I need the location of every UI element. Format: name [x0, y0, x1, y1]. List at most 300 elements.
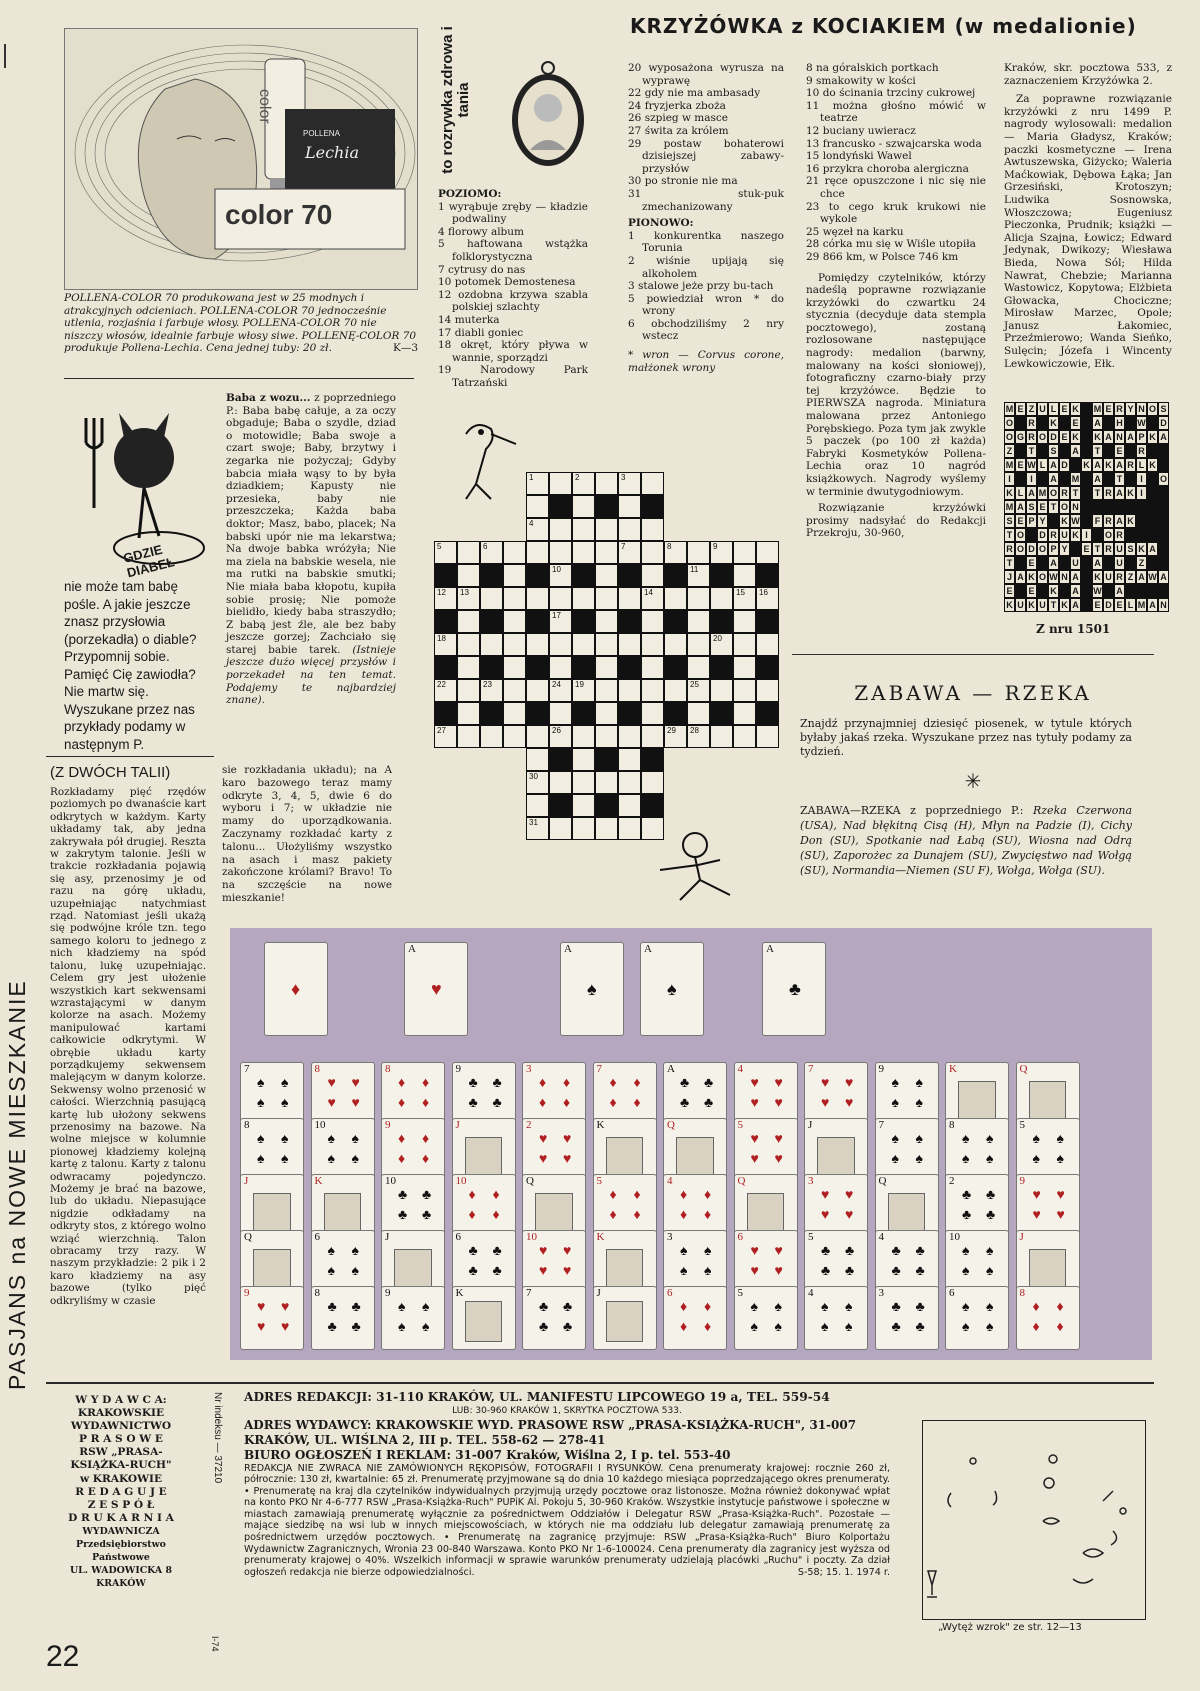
clue-item: 16 przykra choroba alergiczna — [806, 162, 969, 175]
crossword-cell[interactable] — [756, 725, 779, 748]
crossword-cell[interactable] — [503, 679, 526, 702]
crossword-cell[interactable] — [618, 472, 641, 495]
card-suit-icon: ♠ — [327, 1264, 335, 1279]
card-rank: 5 — [737, 1119, 743, 1131]
crossword-cell[interactable] — [595, 472, 618, 495]
clue-item: 10 do ścinania trzciny cukrowej — [806, 87, 976, 100]
crossword-cell[interactable] — [434, 541, 457, 564]
crossword-cell[interactable] — [595, 679, 618, 702]
solution-cell: U — [1103, 570, 1114, 584]
crossword-cell[interactable] — [595, 656, 618, 679]
crossword-cell[interactable] — [549, 748, 572, 771]
crossword-cell[interactable] — [618, 633, 641, 656]
solution-row — [1004, 556, 1170, 570]
solution-cell — [1125, 528, 1136, 542]
crossword-cell[interactable] — [480, 564, 503, 587]
crossword-cell[interactable] — [572, 541, 595, 564]
crossword-cell[interactable] — [526, 725, 549, 748]
solution-cell — [1125, 416, 1136, 430]
crossword-cell[interactable] — [572, 748, 595, 771]
crossword-cell[interactable] — [641, 702, 664, 725]
crossword-cell[interactable] — [687, 564, 710, 587]
solution-cell: Z — [1026, 402, 1037, 416]
solution-cell — [1125, 472, 1136, 486]
crossword-cell[interactable] — [595, 794, 618, 817]
card-suit-icon: ♣ — [563, 1300, 573, 1315]
crossword-cell[interactable] — [641, 564, 664, 587]
card-rank: 8 — [385, 1063, 391, 1075]
baba-end: (Istnieje jeszcze dużo więcej przysłów i porzekadeł na ten temat. Podajemy te najbardziej znane). — [226, 643, 396, 707]
crossword-cell[interactable] — [503, 610, 526, 633]
crossword-cell[interactable] — [664, 702, 687, 725]
crossword-cell[interactable] — [595, 702, 618, 725]
tableau-card[interactable] — [240, 1286, 304, 1350]
pasjans-side-title: PASJANS na NOWE MIESZKANIE — [4, 979, 30, 1390]
ace-card[interactable] — [404, 942, 468, 1036]
crossword-cell[interactable] — [595, 610, 618, 633]
card-suit-icon: ♦ — [1056, 1320, 1064, 1335]
crossword-cell[interactable] — [733, 725, 756, 748]
card-suit-icon: ♦ — [704, 1300, 712, 1315]
crossword-cell[interactable] — [733, 679, 756, 702]
crossword-cell[interactable] — [549, 794, 572, 817]
tableau-card[interactable] — [311, 1286, 375, 1350]
crossword-cell[interactable] — [572, 633, 595, 656]
crossword-cell[interactable] — [457, 656, 480, 679]
crossword-cell[interactable] — [434, 725, 457, 748]
solution-row — [1004, 486, 1170, 500]
crossword-cell[interactable] — [572, 610, 595, 633]
crossword-cell[interactable] — [457, 633, 480, 656]
card-suit-icon: ♠ — [821, 1300, 829, 1315]
crossword-cell[interactable] — [549, 656, 572, 679]
card-rank: 9 — [455, 1063, 461, 1075]
crossword-cell[interactable] — [664, 633, 687, 656]
crossword-cell[interactable] — [526, 817, 549, 840]
crossword-cell[interactable] — [572, 725, 595, 748]
crossword-number: 7 — [621, 542, 626, 551]
card-suit-icon: ♣ — [327, 1300, 337, 1315]
crossword-cell[interactable] — [480, 587, 503, 610]
tableau-card[interactable] — [804, 1286, 868, 1350]
crossword-cell[interactable] — [572, 771, 595, 794]
clue-item: 22 gdy nie ma ambasady — [628, 87, 761, 100]
crossword-cell[interactable] — [480, 725, 503, 748]
clue-item: 24 fryzjerka zboża — [628, 99, 726, 112]
ace-card[interactable] — [560, 942, 624, 1036]
crossword-cell[interactable] — [710, 725, 733, 748]
crossword-cell[interactable] — [526, 564, 549, 587]
solution-cell: K — [1070, 528, 1081, 542]
crossword-cell[interactable] — [549, 679, 572, 702]
crossword-cell[interactable] — [595, 495, 618, 518]
tableau-card[interactable] — [522, 1286, 586, 1350]
solution-cell: D — [1059, 458, 1070, 472]
crossword-cell[interactable] — [526, 679, 549, 702]
crossword-cell[interactable] — [687, 656, 710, 679]
crossword-cell[interactable] — [572, 518, 595, 541]
crossword-cell[interactable] — [733, 541, 756, 564]
solution-cell: U — [1114, 542, 1125, 556]
solution-cell — [1103, 472, 1114, 486]
crossword-cell[interactable] — [756, 702, 779, 725]
card-suit-icon: ♥ — [563, 1132, 572, 1147]
crossword-cell[interactable] — [526, 702, 549, 725]
card-rank: K — [455, 1287, 464, 1299]
solution-cell: Y — [1037, 514, 1048, 528]
crossword-cell[interactable] — [618, 748, 641, 771]
crossword-cell[interactable] — [618, 495, 641, 518]
crossword-cell[interactable] — [710, 610, 733, 633]
crossword-cell[interactable] — [756, 564, 779, 587]
crossword-cell[interactable] — [710, 541, 733, 564]
clue-item: 29 postaw bohaterowi dzisiejszej zabawy-przysłów — [628, 137, 784, 175]
crossword-cell[interactable] — [549, 518, 572, 541]
crossword-cell[interactable] — [641, 518, 664, 541]
crossword-cell[interactable] — [434, 564, 457, 587]
card-rank: 10 — [455, 1175, 467, 1187]
crossword-cell[interactable] — [687, 633, 710, 656]
crossword-cell[interactable] — [526, 587, 549, 610]
solution-cell — [1125, 556, 1136, 570]
card-suit-icon: ♦ — [609, 1188, 617, 1203]
solution-cell: M — [1093, 404, 1102, 414]
solution-cell — [1015, 472, 1026, 486]
crossword-cell[interactable] — [572, 495, 595, 518]
crossword-cell[interactable] — [526, 472, 549, 495]
crossword-cell[interactable] — [710, 564, 733, 587]
crossword-cell[interactable] — [457, 702, 480, 725]
crossword-cell[interactable] — [595, 541, 618, 564]
crossword-cell[interactable] — [457, 587, 480, 610]
crossword-cell[interactable] — [733, 610, 756, 633]
crossword-cell[interactable] — [457, 541, 480, 564]
crossword-cell[interactable] — [664, 587, 687, 610]
card-suit-icon: ♥ — [1032, 1208, 1041, 1223]
crossword-cell[interactable] — [687, 725, 710, 748]
crossword-cell[interactable] — [595, 633, 618, 656]
solution-cell: K — [1048, 584, 1059, 598]
crossword-cell[interactable] — [664, 610, 687, 633]
crossword-cell[interactable] — [618, 794, 641, 817]
crossword-cell[interactable] — [457, 610, 480, 633]
solution-cell — [1136, 528, 1147, 542]
tableau-card[interactable] — [1016, 1286, 1080, 1350]
crossword-cell[interactable] — [756, 679, 779, 702]
crossword-cell[interactable] — [503, 656, 526, 679]
crossword-cell[interactable] — [641, 587, 664, 610]
crossword-cell[interactable] — [503, 725, 526, 748]
crossword-cell[interactable] — [480, 679, 503, 702]
crossword-cell[interactable] — [618, 656, 641, 679]
solution-cell — [1081, 556, 1092, 570]
crossword-cell[interactable] — [756, 541, 779, 564]
crossword-cell[interactable] — [641, 679, 664, 702]
card-suit-icon: ♦ — [398, 1132, 406, 1147]
solution-cell: K — [1004, 598, 1015, 612]
solution-cell — [1081, 472, 1092, 486]
solution-cell: A — [1114, 486, 1125, 500]
ace-card[interactable] — [640, 942, 704, 1036]
crossword-cell[interactable] — [687, 587, 710, 610]
crossword-cell[interactable] — [710, 587, 733, 610]
card-suit-icon: ♠ — [891, 1096, 899, 1111]
crossword-cell[interactable] — [503, 633, 526, 656]
crossword-cell[interactable] — [434, 656, 457, 679]
card-suit-icon: ♠ — [704, 1264, 712, 1279]
crossword-cell[interactable] — [618, 541, 641, 564]
crossword-cell[interactable] — [549, 472, 572, 495]
crossword-cell[interactable] — [618, 518, 641, 541]
crossword-cell[interactable] — [618, 564, 641, 587]
card-suit-icon: ♠ — [915, 1152, 923, 1167]
crossword-cell[interactable] — [756, 656, 779, 679]
crossword-cell[interactable] — [572, 702, 595, 725]
crossword-cell[interactable] — [526, 771, 549, 794]
crossword-cell[interactable] — [687, 679, 710, 702]
crossword-cell[interactable] — [641, 656, 664, 679]
crossword-cell[interactable] — [756, 633, 779, 656]
tableau-card[interactable] — [663, 1286, 727, 1350]
crossword-cell[interactable] — [641, 495, 664, 518]
crossword-cell[interactable] — [503, 564, 526, 587]
card-rank: 7 — [244, 1063, 250, 1075]
solution-cell: O — [1005, 432, 1013, 442]
crossword-cell[interactable] — [595, 817, 618, 840]
tableau-card[interactable] — [875, 1286, 939, 1350]
crossword-cell[interactable] — [549, 725, 572, 748]
clue-item: 17 diabli goniec — [438, 326, 524, 339]
pionowo-title: PIONOWO: — [628, 217, 694, 230]
crossword-cell[interactable] — [549, 817, 572, 840]
crossword-cell[interactable] — [618, 725, 641, 748]
crossword-cell[interactable] — [572, 817, 595, 840]
ace-card[interactable] — [264, 942, 328, 1036]
clue-item: 2 wiśnie upijają się alkoholem — [628, 254, 784, 280]
crossword-cell[interactable] — [457, 679, 480, 702]
crossword-cell[interactable] — [480, 610, 503, 633]
crossword-cell[interactable] — [526, 633, 549, 656]
card-rank: J — [385, 1231, 390, 1243]
send-text: Rozwiązanie krzyżówki prosimy nadsyłać do Redakcji Przekroju, 30-960, — [806, 502, 986, 540]
prizes-text: Pomiędzy czytelników, którzy nadeślą poprawne rozwiązanie krzyżówki do czwartku 24 stycznia (decyduje data stempla pocztowego), zostaną rozlosowane następujące nagrody: medalion (barwny, malowany na kości słoniowej), fotograficzny czarno-biały przy tej krzyżówce. Będzie to PIERWSZA nagroda. Miniatura malowana przez Antoniego Porębskiego. Poza tym jak zwykle 5 paczek (po 100 zł każda) Fabryki Kosmetyków Pollena-Lechia oraz 10 nagród książkowych. Nagrody wyślemy w terminie dwutygodniowym. — [806, 271, 986, 498]
tableau-card[interactable] — [593, 1286, 657, 1350]
solution-cell — [1059, 416, 1070, 430]
crossword-cell[interactable] — [503, 541, 526, 564]
card-rank: 5 — [737, 1287, 743, 1299]
card-rank: 7 — [808, 1063, 814, 1075]
crossword-cell[interactable] — [733, 587, 756, 610]
solution-cell: R — [1103, 486, 1114, 500]
solution-cell: E — [1026, 584, 1037, 598]
solution-cell — [1158, 556, 1169, 570]
crossword-cell[interactable] — [595, 564, 618, 587]
card-suit-icon: ♠ — [986, 1132, 994, 1147]
card-suit-icon: ♦ — [609, 1208, 617, 1223]
crossword-cell[interactable] — [434, 679, 457, 702]
crossword-cell[interactable] — [434, 633, 457, 656]
zabawa-star: ✳ — [964, 769, 982, 793]
crossword-cell[interactable] — [595, 771, 618, 794]
clue-item: 20 wyposażona wyrusza na wyprawę — [628, 62, 784, 87]
card-rank: 7 — [526, 1287, 532, 1299]
crossword-cell[interactable] — [664, 679, 687, 702]
crossword-cell[interactable] — [572, 472, 595, 495]
zabawa-intro: Znajdź przynajmniej dziesięć piosenek, w tytule których byłaby jakaś rzeka. Wyszukane przez nas tytuły podamy za tydzień. — [800, 717, 1132, 758]
crossword-cell[interactable] — [641, 633, 664, 656]
crossword-cell[interactable] — [664, 725, 687, 748]
crossword-cell[interactable] — [618, 702, 641, 725]
crossword-cell[interactable] — [549, 587, 572, 610]
crossword-cell[interactable] — [434, 610, 457, 633]
crossword-cell[interactable] — [641, 725, 664, 748]
crossword-cell[interactable] — [595, 725, 618, 748]
crossword-cell[interactable] — [549, 495, 572, 518]
crossword-cell[interactable] — [549, 633, 572, 656]
solution-cell: E — [1070, 416, 1081, 430]
crossword-cell[interactable] — [526, 541, 549, 564]
tableau-card[interactable] — [452, 1286, 516, 1350]
baba-text — [226, 392, 396, 707]
crossword-number: 18 — [437, 634, 446, 643]
crossword-cell[interactable] — [664, 541, 687, 564]
crossword-cell[interactable] — [641, 541, 664, 564]
tableau-card[interactable] — [381, 1286, 445, 1350]
crossword-cell[interactable] — [595, 518, 618, 541]
crossword-cell[interactable] — [434, 587, 457, 610]
crossword-cell[interactable] — [618, 817, 641, 840]
tableau-card[interactable] — [734, 1286, 798, 1350]
solution-cell: G — [1016, 432, 1024, 442]
medallion-image — [508, 60, 588, 170]
tableau-card[interactable] — [945, 1286, 1009, 1350]
card-suit-icon: ♠ — [915, 1076, 923, 1091]
crossword-cell[interactable] — [549, 771, 572, 794]
solution-cell — [1147, 444, 1158, 458]
order-code: S-58; 15. 1. 1974 r. — [797, 1567, 890, 1579]
crossword-cell[interactable] — [733, 702, 756, 725]
solution-row — [1004, 598, 1170, 612]
crossword-cell[interactable] — [710, 656, 733, 679]
card-rank: 6 — [314, 1231, 320, 1243]
crossword-cell[interactable] — [664, 564, 687, 587]
crossword-cell[interactable] — [595, 587, 618, 610]
card-rank: 10 — [526, 1231, 537, 1243]
crossword-cell[interactable] — [641, 748, 664, 771]
solution-cell: R — [1136, 444, 1147, 458]
crossword-cell[interactable] — [526, 518, 549, 541]
card-suit-icon: ♦ — [680, 1188, 688, 1203]
crossword-cell[interactable] — [641, 472, 664, 495]
card-suit-icon: ♠ — [351, 1244, 359, 1259]
crossword-cell[interactable] — [641, 610, 664, 633]
crossword-cell[interactable] — [756, 610, 779, 633]
card-suit-icon: ♦ — [680, 1320, 688, 1335]
crossword-cell[interactable] — [710, 679, 733, 702]
card-suit-icon: ♠ — [962, 1152, 970, 1167]
crossword-cell[interactable] — [549, 564, 572, 587]
rule-pasjans-top — [46, 756, 214, 757]
diabel-image — [64, 388, 214, 581]
clue-item: 6 obchodziliśmy 2 nry wstecz — [628, 317, 784, 343]
crossword-cell[interactable] — [687, 541, 710, 564]
crossword-cell[interactable] — [572, 564, 595, 587]
crossword-cell[interactable] — [664, 656, 687, 679]
solution-cell — [1103, 416, 1114, 430]
crossword-cell[interactable] — [503, 587, 526, 610]
crossword-cell[interactable] — [641, 794, 664, 817]
crossword-cell[interactable] — [572, 679, 595, 702]
face-card-portrait — [465, 1301, 502, 1342]
card-suit-icon: ♦ — [563, 1096, 571, 1111]
crossword-cell[interactable] — [457, 564, 480, 587]
crossword-cell[interactable] — [549, 541, 572, 564]
crossword-cell[interactable] — [733, 633, 756, 656]
crossword-cell[interactable] — [526, 495, 549, 518]
solution-cell: K — [1125, 514, 1136, 528]
crossword-cell[interactable] — [710, 702, 733, 725]
card-suit-icon: ♣ — [962, 1188, 972, 1203]
crossword-cell[interactable] — [733, 564, 756, 587]
crossword-cell[interactable] — [618, 587, 641, 610]
crossword-cell[interactable] — [572, 656, 595, 679]
crossword-cell[interactable] — [480, 656, 503, 679]
ace-card[interactable] — [762, 942, 826, 1036]
solution-cell: D — [1026, 542, 1037, 556]
crossword-cell[interactable] — [480, 633, 503, 656]
crossword-cell[interactable] — [503, 702, 526, 725]
crossword-cell[interactable] — [549, 702, 572, 725]
crossword-cell[interactable] — [572, 587, 595, 610]
crossword-cell[interactable] — [526, 794, 549, 817]
crossword-cell[interactable] — [687, 610, 710, 633]
crossword-cell[interactable] — [457, 725, 480, 748]
crossword-cell[interactable] — [549, 610, 572, 633]
crossword-cell[interactable] — [687, 702, 710, 725]
solution-cell — [1070, 458, 1081, 472]
crossword-cell[interactable] — [618, 679, 641, 702]
solution-cell — [1081, 570, 1092, 584]
card-suit-icon: ♣ — [468, 1244, 478, 1259]
crossword-cell[interactable] — [526, 656, 549, 679]
crossword-cell[interactable] — [618, 610, 641, 633]
solution-row — [1004, 472, 1170, 486]
solution-cell: W — [1071, 516, 1080, 526]
crossword-cell[interactable] — [480, 541, 503, 564]
solution-cell: M — [1005, 404, 1014, 414]
crossword-cell[interactable] — [526, 610, 549, 633]
clue-item: 12 ozdobna krzywa szabla polskiej szlachty — [438, 288, 588, 314]
crossword-cell[interactable] — [641, 771, 664, 794]
card-suit-icon: ♠ — [422, 1300, 430, 1315]
solution-cell: Z — [1004, 444, 1015, 458]
crossword-cell[interactable] — [756, 587, 779, 610]
crossword-cell[interactable] — [618, 771, 641, 794]
solution-cell: D — [1048, 430, 1059, 444]
crossword-cell[interactable] — [595, 748, 618, 771]
crossword-cell[interactable] — [480, 702, 503, 725]
clues-column-3 — [806, 62, 986, 540]
card-suit-icon: ♥ — [774, 1132, 783, 1147]
crossword-cell[interactable] — [572, 794, 595, 817]
solution-cell: A — [1147, 598, 1158, 612]
face-card-portrait — [606, 1301, 643, 1342]
crossword-cell[interactable] — [434, 702, 457, 725]
crossword-cell[interactable] — [526, 748, 549, 771]
crossword-cell[interactable] — [733, 656, 756, 679]
crossword-cell[interactable] — [710, 633, 733, 656]
card-suit-icon: ♣ — [327, 1320, 337, 1335]
